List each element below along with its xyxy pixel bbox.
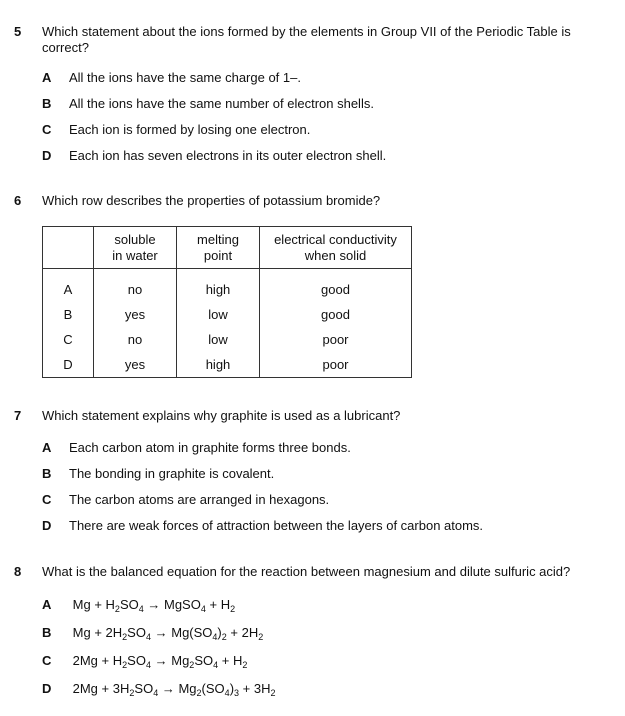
plus-sign: + (221, 653, 230, 668)
header-soluble: soluble in water (94, 227, 177, 269)
option-label: B (42, 625, 52, 640)
option-b[interactable] (42, 625, 263, 640)
cell-conductivity: poor (260, 327, 412, 352)
table-row[interactable] (43, 352, 412, 378)
option-b[interactable] (42, 466, 274, 481)
option-c[interactable] (42, 492, 329, 507)
arrow-icon: → (154, 625, 168, 640)
cell-conductivity: good (260, 302, 412, 327)
question-text: What is the balanced equation for the reaction between magnesium and dilute sulfuric acid? (42, 564, 571, 579)
question-text: Which row describes the properties of potassium bromide? (42, 193, 381, 208)
cell-melting: high (177, 269, 260, 303)
table-row[interactable] (43, 327, 412, 352)
plus-sign: + (94, 597, 102, 612)
cell-melting: low (177, 302, 260, 327)
option-a[interactable] (42, 597, 235, 612)
option-text: The bonding in graphite is covalent. (69, 466, 275, 481)
plus-sign: + (230, 625, 238, 640)
row-label: D (43, 352, 94, 378)
cell-soluble: no (94, 269, 177, 303)
plus-sign: + (101, 681, 110, 696)
properties-table (42, 226, 412, 378)
product-1: $Mg_2(SO_4)_3$ (178, 681, 240, 698)
arrow-icon: → (161, 681, 175, 696)
table-header-row (43, 227, 412, 269)
product-1: MgSO$_4$ (164, 597, 206, 614)
question-text: Which statement about the ions formed by the elements in Group VII of the Periodic Table is correct? (42, 24, 571, 55)
cell-conductivity: good (260, 269, 412, 303)
plus-sign: + (94, 625, 102, 640)
option-d[interactable] (42, 148, 386, 163)
question-number: 6 (14, 193, 22, 208)
option-text: There are weak forces of attraction between the layers of carbon atoms. (69, 518, 484, 533)
option-text: Each carbon atom in graphite forms three bonds. (69, 440, 351, 455)
reactant-2: $H_2SO_4$ (105, 597, 144, 614)
product-2: $3H_2$ (253, 681, 276, 698)
option-label: C (42, 653, 52, 668)
header-conductivity: electrical conductivity when solid (260, 227, 412, 269)
option-a[interactable] (42, 440, 351, 455)
arrow-icon: → (154, 653, 168, 668)
reactant-1: Mg (72, 597, 91, 612)
question-number: 8 (14, 564, 22, 579)
option-label: D (42, 148, 52, 163)
option-label: C (42, 492, 52, 507)
question-number: 5 (14, 24, 22, 39)
row-label: C (43, 327, 94, 352)
cell-soluble: yes (94, 302, 177, 327)
cell-melting: high (177, 352, 260, 378)
option-c[interactable] (42, 122, 310, 137)
plus-sign: + (209, 597, 218, 612)
cell-conductivity: poor (260, 352, 412, 378)
row-label: B (43, 302, 94, 327)
option-label: C (42, 122, 52, 137)
reactant-2: $H_2SO_4$ (112, 653, 151, 670)
reactant-1: 2Mg (72, 653, 98, 668)
cell-melting: low (177, 327, 260, 352)
option-label: B (42, 96, 52, 111)
question-number: 7 (14, 408, 22, 423)
option-text: Each ion is formed by losing one electron. (69, 122, 311, 137)
cell-soluble: yes (94, 352, 177, 378)
option-label: A (42, 70, 52, 85)
product-2: $H_2$ (232, 653, 248, 670)
question-text: Which statement explains why graphite is used as a lubricant? (42, 408, 401, 423)
arrow-icon: → (147, 597, 161, 612)
option-b[interactable] (42, 96, 374, 111)
reactant-2: $3H_2SO_4$ (112, 681, 159, 698)
option-label: D (42, 518, 52, 533)
option-text: All the ions have the same number of electron shells. (69, 96, 374, 111)
table-row[interactable] (43, 302, 412, 327)
option-a[interactable] (42, 70, 301, 85)
option-label: A (42, 440, 52, 455)
option-d[interactable] (42, 518, 483, 533)
cell-soluble: no (94, 327, 177, 352)
plus-sign: + (101, 653, 110, 668)
option-d[interactable] (42, 681, 276, 696)
header-blank (43, 227, 94, 269)
product-2: $2H_2$ (241, 625, 264, 642)
option-text: All the ions have the same charge of 1–. (69, 70, 301, 85)
product-1: $Mg_2SO_4$ (171, 653, 219, 670)
option-label: A (42, 597, 52, 612)
product-1: $Mg(SO_4)_2$ (171, 625, 227, 642)
product-2: $H_2$ (220, 597, 236, 614)
option-c[interactable] (42, 653, 247, 668)
reactant-1: 2Mg (72, 681, 98, 696)
option-label: B (42, 466, 52, 481)
option-label: D (42, 681, 52, 696)
reactant-2: $2H_2SO_4$ (105, 625, 151, 642)
plus-sign: + (242, 681, 251, 696)
header-melting: melting point (177, 227, 260, 269)
option-text: Each ion has seven electrons in its outer electron shell. (69, 148, 387, 163)
table-row[interactable] (43, 269, 412, 303)
option-text: The carbon atoms are arranged in hexagons. (69, 492, 330, 507)
row-label: A (43, 269, 94, 303)
reactant-1: Mg (72, 625, 91, 640)
